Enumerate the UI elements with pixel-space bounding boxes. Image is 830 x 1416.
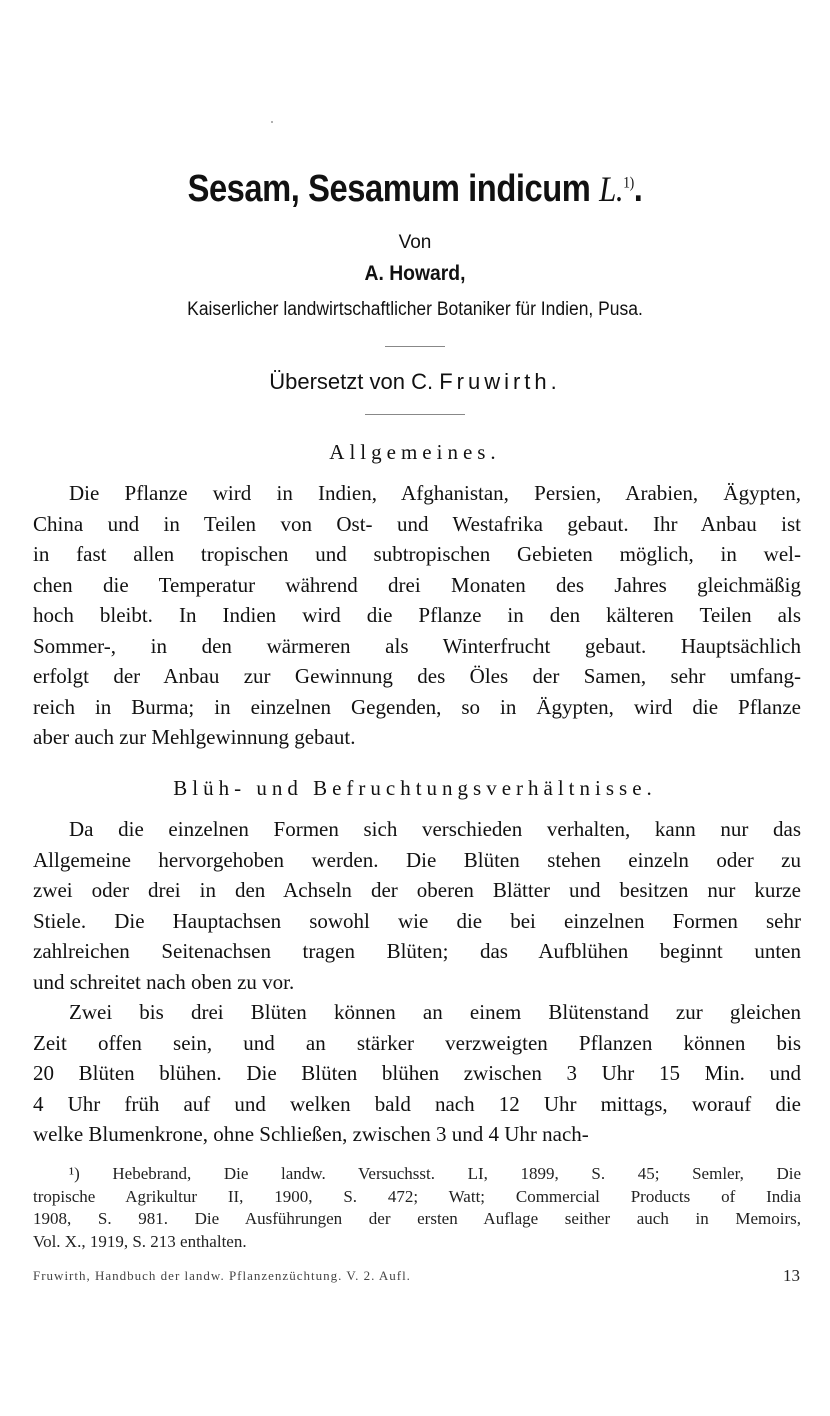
translator-line: [0, 369, 830, 395]
von-label: Von: [398, 232, 432, 253]
text-line: ¹) Hebebrand, Die landw. Versuchsst. LI, 1899, S. 45; Semler, Die: [69, 1164, 801, 1183]
text-line: Sommer-, in den wärmeren als Winterfrucht gebaut. Hauptsächlich: [33, 633, 801, 658]
title-footnote-ref: 1): [623, 174, 634, 192]
section-heading: Allgemeines.: [329, 440, 501, 464]
text-line: in fast allen tropischen und subtropischen Gebieten möglich, in wel-: [33, 542, 801, 566]
title-latin: L.: [599, 169, 624, 209]
text-line: welke Blumenkrone, ohne Schließen, zwischen 3 und 4 Uhr nach-: [33, 1122, 589, 1146]
translator-name: Fruwirth.: [439, 369, 561, 394]
text-line: zahlreichen Seitenachsen tragen Blüten; das Aufblühen beginnt unten: [33, 939, 801, 963]
author-name: A. Howard,: [364, 262, 466, 285]
text-line: zwei oder drei in den Achseln der oberen Blätter und besitzen nur kurze: [33, 878, 801, 902]
author-affiliation: Kaiserlicher landwirtschaftlicher Botaniker für Indien, Pusa.: [187, 299, 643, 320]
section-heading: Blüh- und Befruchtungsverhältnisse.: [173, 776, 657, 800]
footnote: [33, 1163, 801, 1253]
speck-mark: [271, 121, 273, 123]
text-line: 1908, S. 981. Die Ausführungen der ersten Auflage seither auch in Memoirs,: [33, 1209, 801, 1228]
signature-mark: 13: [783, 1266, 800, 1285]
text-line: reich in Burma; in einzelnen Gegenden, so in Ägypten, wird die Pflanze: [33, 694, 801, 719]
divider-rule: [365, 414, 465, 415]
text-line: China und in Teilen von Ost- und Westafrika gebaut. Ihr Anbau ist: [33, 511, 801, 536]
page-title: [58, 168, 772, 211]
paragraph: [33, 478, 801, 753]
text-line: aber auch zur Mehlgewinnung gebaut.: [33, 725, 356, 749]
text-line: hoch bleibt. In Indien wird die Pflanze in den kälteren Teilen als: [33, 603, 801, 627]
paragraph: [33, 997, 801, 1150]
running-footer: Fruwirth, Handbuch der landw. Pflanzenzüchtung. V. 2. Aufl.: [33, 1268, 411, 1283]
text-line: Stiele. Die Hauptachsen sowohl wie die bei einzelnen Formen sehr: [33, 908, 801, 933]
divider-rule: [385, 346, 445, 347]
text-line: chen die Temperatur während drei Monaten des Jahres gleichmäßig: [33, 572, 801, 597]
text-line: Da die einzelnen Formen sich verschieden verhalten, kann nur das: [69, 817, 801, 841]
title-main: Sesam, Sesamum indicum: [187, 168, 591, 210]
translated-prefix: Übersetzt von C.: [269, 369, 434, 394]
text-line: tropische Agrikultur II, 1900, S. 472; Watt; Commercial Products of India: [33, 1186, 801, 1206]
text-line: 4 Uhr früh auf und welken bald nach 12 Uhr mittags, worauf die: [33, 1091, 801, 1116]
text-line: Allgemeine hervorgehoben werden. Die Blüten stehen einzeln oder zu: [33, 847, 801, 872]
text-line: Vol. X., 1919, S. 213 enthalten.: [33, 1231, 247, 1251]
title-end: .: [633, 168, 643, 210]
text-line: Zwei bis drei Blüten können an einem Blütenstand zur gleichen: [69, 1000, 801, 1024]
text-line: Zeit offen sein, und an stärker verzweigten Pflanzen können bis: [33, 1030, 801, 1055]
text-line: erfolgt der Anbau zur Gewinnung des Öles der Samen, sehr umfang-: [33, 664, 801, 688]
text-line: 20 Blüten blühen. Die Blüten blühen zwischen 3 Uhr 15 Min. und: [33, 1061, 801, 1085]
text-line: und schreitet nach oben zu vor.: [33, 969, 295, 994]
paragraph: [33, 814, 801, 997]
text-line: Die Pflanze wird in Indien, Afghanistan, Persien, Arabien, Ägypten,: [69, 481, 801, 505]
